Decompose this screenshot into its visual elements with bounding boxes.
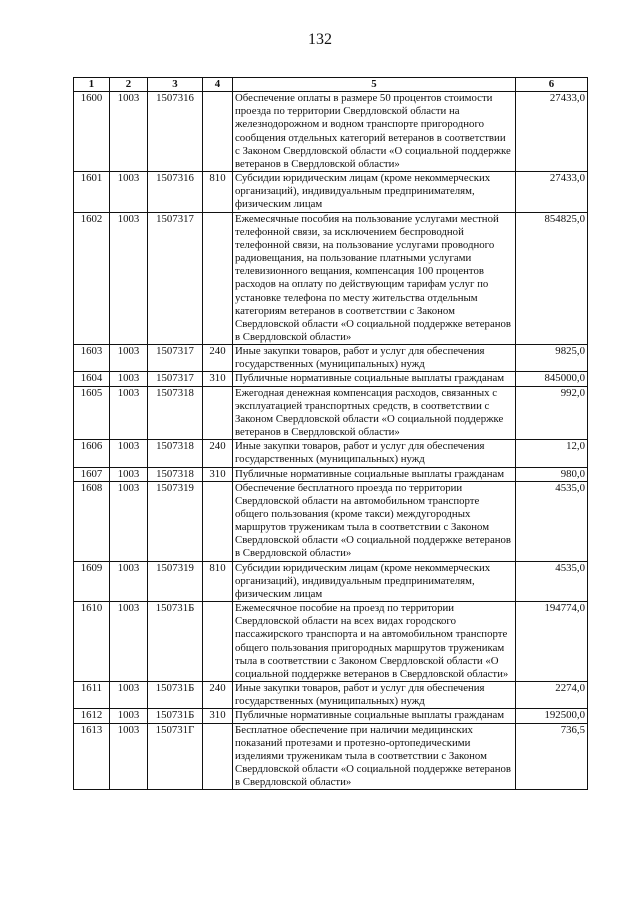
target-article-code: 150731Б <box>148 602 203 682</box>
table-row <box>74 92 588 172</box>
expense-type-code: 310 <box>203 467 233 481</box>
row-number: 1602 <box>74 212 110 345</box>
row-number: 1601 <box>74 172 110 212</box>
target-article-code: 1507319 <box>148 561 203 601</box>
expense-type-code: 810 <box>203 172 233 212</box>
section-code: 1003 <box>110 723 148 790</box>
table-row <box>74 602 588 682</box>
amount: 9825,0 <box>516 345 588 372</box>
row-number: 1606 <box>74 440 110 467</box>
amount: 12,0 <box>516 440 588 467</box>
table-row <box>74 709 588 723</box>
expense-type-code <box>203 386 233 440</box>
section-code: 1003 <box>110 467 148 481</box>
table-row <box>74 440 588 467</box>
header-col-3: 3 <box>148 78 203 92</box>
expense-type-code: 240 <box>203 440 233 467</box>
row-number: 1613 <box>74 723 110 790</box>
target-article-code: 1507317 <box>148 372 203 386</box>
amount: 845000,0 <box>516 372 588 386</box>
expense-description: Публичные нормативные социальные выплаты гражданам <box>233 467 516 481</box>
target-article-code: 1507318 <box>148 386 203 440</box>
expense-description: Обеспечение оплаты в размере 50 процентов стоимости проезда по территории Свердловской области на железнодорожном и водном транспорте пригородного сообщения отдельных категорий ветеранов в соответствии с Законом Свердловской области «О социальной поддержке ветеранов в Свердловской области» <box>233 92 516 172</box>
amount: 854825,0 <box>516 212 588 345</box>
section-code: 1003 <box>110 172 148 212</box>
expense-description: Иные закупки товаров, работ и услуг для обеспечения государственных (муниципальных) нужд <box>233 682 516 709</box>
row-number: 1608 <box>74 481 110 561</box>
expense-description: Ежегодная денежная компенсация расходов, связанных с эксплуатацией транспортных средств, в соответствии с Законом Свердловской области «О социальной поддержке ветеранов в Свердловской области» <box>233 386 516 440</box>
header-col-2: 2 <box>110 78 148 92</box>
target-article-code: 1507318 <box>148 440 203 467</box>
amount: 4535,0 <box>516 481 588 561</box>
row-number: 1603 <box>74 345 110 372</box>
expense-description: Субсидии юридическим лицам (кроме некоммерческих организаций), индивидуальным предпринимателям, физическим лицам <box>233 561 516 601</box>
target-article-code: 150731Б <box>148 709 203 723</box>
expense-description: Иные закупки товаров, работ и услуг для обеспечения государственных (муниципальных) нужд <box>233 440 516 467</box>
amount: 192500,0 <box>516 709 588 723</box>
amount: 736,5 <box>516 723 588 790</box>
section-code: 1003 <box>110 440 148 467</box>
header-col-4: 4 <box>203 78 233 92</box>
table-row <box>74 386 588 440</box>
budget-table <box>73 77 588 790</box>
section-code: 1003 <box>110 386 148 440</box>
row-number: 1600 <box>74 92 110 172</box>
table-row <box>74 372 588 386</box>
table-row <box>74 561 588 601</box>
target-article-code: 150731Б <box>148 682 203 709</box>
expense-description: Публичные нормативные социальные выплаты гражданам <box>233 372 516 386</box>
expense-description: Публичные нормативные социальные выплаты гражданам <box>233 709 516 723</box>
amount: 27433,0 <box>516 92 588 172</box>
page-number: 132 <box>308 31 332 48</box>
section-code: 1003 <box>110 212 148 345</box>
expense-description: Ежемесячные пособия на пользование услугами местной телефонной связи, за исключением беспроводной телефонной связи, на пользование услугами проводного радиовещания, на пользование платными услугами телевизионного вещания, компенсация 100 процентов расходов на оплату по действующим тарифам услуг по установке телефона по месту жительства отдельным категориям ветеранов в соответствии с Законом Свердловской области «О социальной поддержке ветеранов в Свердловской области» <box>233 212 516 345</box>
section-code: 1003 <box>110 602 148 682</box>
target-article-code: 1507319 <box>148 481 203 561</box>
header-col-5: 5 <box>233 78 516 92</box>
table-row <box>74 682 588 709</box>
amount: 2274,0 <box>516 682 588 709</box>
expense-type-code <box>203 92 233 172</box>
table-row <box>74 172 588 212</box>
table-row <box>74 467 588 481</box>
row-number: 1605 <box>74 386 110 440</box>
section-code: 1003 <box>110 372 148 386</box>
expense-description: Обеспечение бесплатного проезда по территории Свердловской области на автомобильном транспорте общего пользования (кроме такси) междугородных маршрутов труженикам тыла в соответствии с Законом Свердловской области «О социальной поддержке ветеранов в Свердловской области» <box>233 481 516 561</box>
expense-type-code <box>203 481 233 561</box>
expense-description: Бесплатное обеспечение при наличии медицинских показаний протезами и протезно-ортопедическими изделиями труженикам тыла в соответствии с Законом Свердловской области «О социальной поддержке ветеранов в Свердловской области» <box>233 723 516 790</box>
target-article-code: 150731Г <box>148 723 203 790</box>
section-code: 1003 <box>110 682 148 709</box>
target-article-code: 1507316 <box>148 92 203 172</box>
expense-type-code: 240 <box>203 345 233 372</box>
amount: 194774,0 <box>516 602 588 682</box>
row-number: 1607 <box>74 467 110 481</box>
target-article-code: 1507317 <box>148 345 203 372</box>
table-row <box>74 481 588 561</box>
amount: 4535,0 <box>516 561 588 601</box>
expense-type-code <box>203 212 233 345</box>
row-number: 1610 <box>74 602 110 682</box>
expense-type-code: 310 <box>203 372 233 386</box>
target-article-code: 1507317 <box>148 212 203 345</box>
section-code: 1003 <box>110 561 148 601</box>
expense-type-code <box>203 602 233 682</box>
section-code: 1003 <box>110 481 148 561</box>
amount: 980,0 <box>516 467 588 481</box>
target-article-code: 1507316 <box>148 172 203 212</box>
amount: 27433,0 <box>516 172 588 212</box>
row-number: 1612 <box>74 709 110 723</box>
section-code: 1003 <box>110 709 148 723</box>
table-row <box>74 723 588 790</box>
row-number: 1609 <box>74 561 110 601</box>
row-number: 1604 <box>74 372 110 386</box>
expense-description: Ежемесячное пособие на проезд по территории Свердловской области на всех видах городского пассажирского транспорта и на автомобильном транспорте общего пользования пригородных маршрутов труженикам тыла в соответствии с Законом Свердловской области «О социальной поддержке ветеранов в Свердловской области» <box>233 602 516 682</box>
section-code: 1003 <box>110 92 148 172</box>
expense-type-code: 810 <box>203 561 233 601</box>
header-col-1: 1 <box>74 78 110 92</box>
section-code: 1003 <box>110 345 148 372</box>
expense-description: Иные закупки товаров, работ и услуг для обеспечения государственных (муниципальных) нужд <box>233 345 516 372</box>
expense-type-code: 240 <box>203 682 233 709</box>
target-article-code: 1507318 <box>148 467 203 481</box>
table-row <box>74 345 588 372</box>
header-col-6: 6 <box>516 78 588 92</box>
amount: 992,0 <box>516 386 588 440</box>
expense-type-code <box>203 723 233 790</box>
expense-type-code: 310 <box>203 709 233 723</box>
expense-description: Субсидии юридическим лицам (кроме некоммерческих организаций), индивидуальным предпринимателям, физическим лицам <box>233 172 516 212</box>
header-row <box>74 78 588 92</box>
row-number: 1611 <box>74 682 110 709</box>
table-row <box>74 212 588 345</box>
